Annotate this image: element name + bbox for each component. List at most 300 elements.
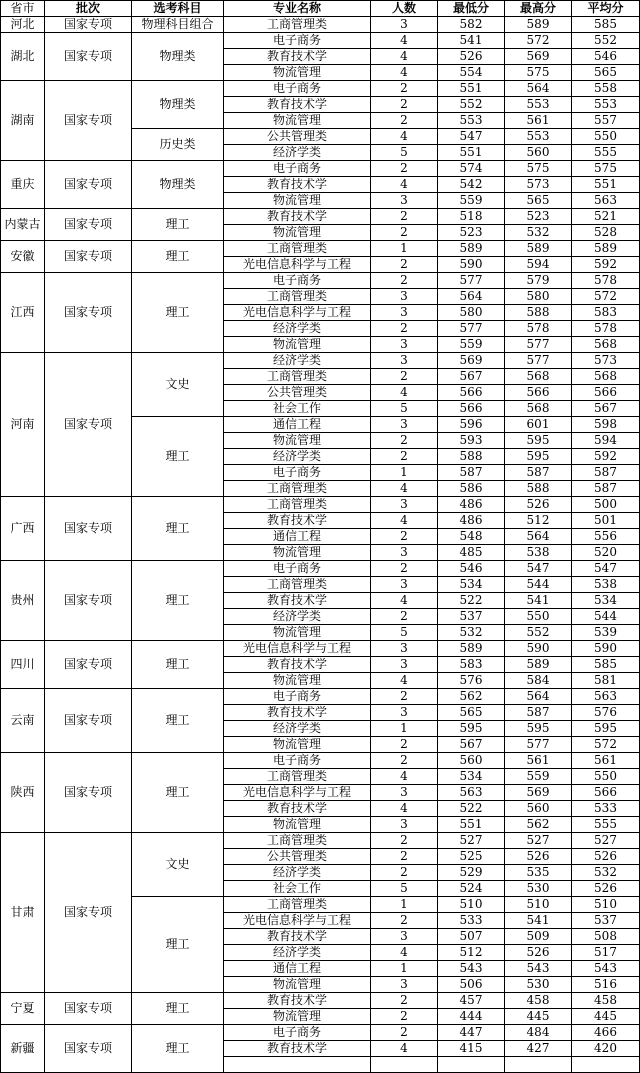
major-cell: 教育技术学 [224, 1041, 371, 1057]
min-score-cell: 559 [438, 337, 505, 353]
min-score-cell: 577 [438, 321, 505, 337]
count-cell: 2 [371, 993, 438, 1009]
avg-score-cell: 565 [572, 65, 640, 81]
avg-score-cell: 539 [572, 625, 640, 641]
avg-score-cell: 553 [572, 97, 640, 113]
max-score-cell: 538 [505, 545, 572, 561]
min-score-cell: 523 [438, 225, 505, 241]
avg-score-cell: 538 [572, 577, 640, 593]
count-cell: 3 [371, 337, 438, 353]
batch-cell: 国家专项 [45, 993, 132, 1025]
min-score-cell: 567 [438, 369, 505, 385]
min-score-cell: 588 [438, 449, 505, 465]
avg-score-cell: 516 [572, 977, 640, 993]
subject-group-cell: 理工 [132, 273, 224, 353]
avg-score-cell: 517 [572, 945, 640, 961]
count-cell: 4 [371, 129, 438, 145]
count-cell: 3 [371, 417, 438, 433]
count-cell: 3 [371, 577, 438, 593]
province-cell: 广西 [1, 497, 45, 561]
major-cell [224, 1057, 371, 1073]
min-score-cell: 524 [438, 881, 505, 897]
subject-group-cell: 理工 [132, 641, 224, 689]
major-cell: 物流管理 [224, 193, 371, 209]
max-score-cell: 535 [505, 865, 572, 881]
min-score-cell: 567 [438, 737, 505, 753]
major-cell: 光电信息科学与工程 [224, 641, 371, 657]
major-cell: 工商管理类 [224, 497, 371, 513]
max-score-cell: 590 [505, 641, 572, 657]
count-cell: 2 [371, 849, 438, 865]
major-cell: 电子商务 [224, 465, 371, 481]
avg-score-cell: 547 [572, 561, 640, 577]
major-cell: 物流管理 [224, 65, 371, 81]
major-cell: 通信工程 [224, 417, 371, 433]
count-cell: 5 [371, 401, 438, 417]
major-cell: 光电信息科学与工程 [224, 305, 371, 321]
major-cell: 工商管理类 [224, 897, 371, 913]
max-score-cell: 588 [505, 481, 572, 497]
min-score-cell: 525 [438, 849, 505, 865]
batch-cell: 国家专项 [45, 833, 132, 993]
max-score-cell: 580 [505, 289, 572, 305]
subject-group-cell: 理工 [132, 753, 224, 833]
subject-group-cell: 物理类 [132, 81, 224, 129]
header-row [1, 1, 640, 17]
max-score-cell: 561 [505, 113, 572, 129]
major-cell: 经济学类 [224, 865, 371, 881]
count-cell: 4 [371, 177, 438, 193]
avg-score-cell: 567 [572, 401, 640, 417]
batch-cell: 国家专项 [45, 353, 132, 497]
avg-score-cell: 532 [572, 865, 640, 881]
province-cell: 甘肃 [1, 833, 45, 993]
max-score-cell: 589 [505, 17, 572, 33]
count-cell: 2 [371, 257, 438, 273]
count-cell: 2 [371, 273, 438, 289]
min-score-cell: 551 [438, 817, 505, 833]
max-score-cell: 526 [505, 945, 572, 961]
count-cell: 3 [371, 929, 438, 945]
count-cell: 5 [371, 625, 438, 641]
province-cell: 贵州 [1, 561, 45, 641]
avg-score-cell: 595 [572, 721, 640, 737]
count-cell: 2 [371, 753, 438, 769]
max-score-cell: 541 [505, 913, 572, 929]
province-cell: 河南 [1, 353, 45, 497]
batch-cell: 国家专项 [45, 273, 132, 353]
max-score-cell: 526 [505, 497, 572, 513]
avg-score-cell: 589 [572, 241, 640, 257]
avg-score-cell: 590 [572, 641, 640, 657]
count-cell: 4 [371, 33, 438, 49]
count-cell: 4 [371, 385, 438, 401]
min-score-cell: 444 [438, 1009, 505, 1025]
count-cell: 3 [371, 977, 438, 993]
max-score-cell: 569 [505, 785, 572, 801]
max-score-cell: 484 [505, 1025, 572, 1041]
avg-score-cell: 587 [572, 481, 640, 497]
max-score-cell: 564 [505, 689, 572, 705]
avg-score-cell: 556 [572, 529, 640, 545]
province-cell: 重庆 [1, 161, 45, 209]
count-cell: 2 [371, 97, 438, 113]
batch-cell: 国家专项 [45, 17, 132, 33]
table-row [1, 17, 640, 33]
max-score-cell: 589 [505, 657, 572, 673]
max-score-cell: 577 [505, 737, 572, 753]
major-cell: 教育技术学 [224, 705, 371, 721]
avg-score-cell: 555 [572, 817, 640, 833]
major-cell: 教育技术学 [224, 97, 371, 113]
avg-score-cell: 585 [572, 657, 640, 673]
major-cell: 工商管理类 [224, 241, 371, 257]
province-cell: 湖北 [1, 33, 45, 81]
avg-score-cell: 575 [572, 161, 640, 177]
major-cell: 物流管理 [224, 625, 371, 641]
max-score-cell: 541 [505, 593, 572, 609]
min-score-cell: 577 [438, 273, 505, 289]
count-cell: 3 [371, 817, 438, 833]
avg-score-cell: 527 [572, 833, 640, 849]
min-score-cell: 485 [438, 545, 505, 561]
major-cell: 电子商务 [224, 1025, 371, 1041]
count-cell: 3 [371, 497, 438, 513]
max-score-cell: 553 [505, 97, 572, 113]
count-cell: 1 [371, 897, 438, 913]
max-score-cell: 575 [505, 161, 572, 177]
table-row [1, 561, 640, 577]
count-cell: 4 [371, 1041, 438, 1057]
avg-score-cell: 500 [572, 497, 640, 513]
max-score-cell: 584 [505, 673, 572, 689]
count-cell: 1 [371, 961, 438, 977]
count-cell: 3 [371, 17, 438, 33]
avg-score-cell: 587 [572, 465, 640, 481]
max-score-cell: 573 [505, 177, 572, 193]
major-cell: 工商管理类 [224, 577, 371, 593]
major-cell: 物流管理 [224, 673, 371, 689]
max-score-cell: 510 [505, 897, 572, 913]
min-score-cell: 593 [438, 433, 505, 449]
min-score-cell: 526 [438, 49, 505, 65]
province-cell: 陕西 [1, 753, 45, 833]
avg-score-cell: 583 [572, 305, 640, 321]
avg-score-cell [572, 1057, 640, 1073]
province-cell: 新疆 [1, 1025, 45, 1073]
subject-group-cell: 理工 [132, 689, 224, 753]
max-score-cell: 588 [505, 305, 572, 321]
min-score-cell: 533 [438, 913, 505, 929]
major-cell: 电子商务 [224, 33, 371, 49]
subject-group-cell: 理工 [132, 561, 224, 641]
batch-cell: 国家专项 [45, 753, 132, 833]
count-cell [371, 1057, 438, 1073]
major-cell: 物流管理 [224, 817, 371, 833]
avg-score-cell: 572 [572, 737, 640, 753]
count-cell: 4 [371, 65, 438, 81]
count-cell: 5 [371, 881, 438, 897]
max-score-cell: 587 [505, 465, 572, 481]
batch-cell: 国家专项 [45, 241, 132, 273]
min-score-cell: 574 [438, 161, 505, 177]
avg-score-cell: 568 [572, 369, 640, 385]
min-score-cell: 589 [438, 241, 505, 257]
max-score-cell: 552 [505, 625, 572, 641]
min-score-cell: 518 [438, 209, 505, 225]
avg-score-cell: 581 [572, 673, 640, 689]
max-score-cell: 559 [505, 769, 572, 785]
major-cell: 教育技术学 [224, 593, 371, 609]
major-cell: 公共管理类 [224, 129, 371, 145]
max-score-cell: 445 [505, 1009, 572, 1025]
subject-group-cell: 理工 [132, 897, 224, 993]
major-cell: 经济学类 [224, 721, 371, 737]
avg-score-cell: 543 [572, 961, 640, 977]
min-score-cell: 522 [438, 801, 505, 817]
max-score-cell: 569 [505, 49, 572, 65]
major-cell: 物流管理 [224, 225, 371, 241]
max-score-cell: 566 [505, 385, 572, 401]
avg-score-cell: 546 [572, 49, 640, 65]
avg-score-cell: 568 [572, 337, 640, 353]
header-max-score: 最高分 [505, 1, 572, 17]
min-score-cell: 541 [438, 33, 505, 49]
subject-group-cell: 物理类 [132, 33, 224, 81]
count-cell: 2 [371, 209, 438, 225]
max-score-cell: 547 [505, 561, 572, 577]
major-cell: 经济学类 [224, 321, 371, 337]
avg-score-cell: 573 [572, 353, 640, 369]
min-score-cell: 554 [438, 65, 505, 81]
table-row [1, 1025, 640, 1041]
min-score-cell: 589 [438, 641, 505, 657]
count-cell: 2 [371, 81, 438, 97]
header-major: 专业名称 [224, 1, 371, 17]
min-score-cell: 559 [438, 193, 505, 209]
min-score-cell: 552 [438, 97, 505, 113]
count-cell: 1 [371, 721, 438, 737]
max-score-cell: 560 [505, 145, 572, 161]
major-cell: 光电信息科学与工程 [224, 913, 371, 929]
count-cell: 4 [371, 673, 438, 689]
avg-score-cell: 585 [572, 17, 640, 33]
min-score-cell: 546 [438, 561, 505, 577]
avg-score-cell: 555 [572, 145, 640, 161]
max-score-cell: 601 [505, 417, 572, 433]
max-score-cell: 577 [505, 353, 572, 369]
max-score-cell: 530 [505, 881, 572, 897]
major-cell: 工商管理类 [224, 369, 371, 385]
province-cell: 湖南 [1, 81, 45, 161]
count-cell: 2 [371, 689, 438, 705]
major-cell: 工商管理类 [224, 833, 371, 849]
avg-score-cell: 592 [572, 257, 640, 273]
avg-score-cell: 550 [572, 769, 640, 785]
major-cell: 通信工程 [224, 529, 371, 545]
max-score-cell: 543 [505, 961, 572, 977]
count-cell: 2 [371, 161, 438, 177]
major-cell: 工商管理类 [224, 289, 371, 305]
min-score-cell: 590 [438, 257, 505, 273]
count-cell: 3 [371, 545, 438, 561]
major-cell: 教育技术学 [224, 209, 371, 225]
avg-score-cell: 578 [572, 321, 640, 337]
avg-score-cell: 592 [572, 449, 640, 465]
table-row [1, 753, 640, 769]
min-score-cell: 564 [438, 289, 505, 305]
header-count: 人数 [371, 1, 438, 17]
major-cell: 教育技术学 [224, 801, 371, 817]
min-score-cell: 532 [438, 625, 505, 641]
max-score-cell: 544 [505, 577, 572, 593]
batch-cell: 国家专项 [45, 1025, 132, 1073]
max-score-cell: 577 [505, 337, 572, 353]
count-cell: 2 [371, 321, 438, 337]
header-min-score: 最低分 [438, 1, 505, 17]
major-cell: 教育技术学 [224, 49, 371, 65]
avg-score-cell: 537 [572, 913, 640, 929]
max-score-cell: 560 [505, 801, 572, 817]
batch-cell: 国家专项 [45, 33, 132, 81]
subject-group-cell: 理工 [132, 417, 224, 497]
count-cell: 5 [371, 145, 438, 161]
avg-score-cell: 510 [572, 897, 640, 913]
min-score-cell: 560 [438, 753, 505, 769]
count-cell: 3 [371, 705, 438, 721]
count-cell: 3 [371, 785, 438, 801]
max-score-cell: 550 [505, 609, 572, 625]
min-score-cell: 534 [438, 577, 505, 593]
province-cell: 四川 [1, 641, 45, 689]
province-cell: 江西 [1, 273, 45, 353]
table-row [1, 993, 640, 1009]
max-score-cell: 526 [505, 849, 572, 865]
major-cell: 物流管理 [224, 337, 371, 353]
max-score-cell: 458 [505, 993, 572, 1009]
count-cell: 4 [371, 801, 438, 817]
count-cell: 4 [371, 593, 438, 609]
major-cell: 工商管理类 [224, 769, 371, 785]
count-cell: 3 [371, 641, 438, 657]
min-score-cell: 562 [438, 689, 505, 705]
max-score-cell: 568 [505, 401, 572, 417]
province-cell: 宁夏 [1, 993, 45, 1025]
avg-score-cell: 521 [572, 209, 640, 225]
min-score-cell: 457 [438, 993, 505, 1009]
table-row [1, 833, 640, 849]
count-cell: 4 [371, 49, 438, 65]
min-score-cell: 522 [438, 593, 505, 609]
max-score-cell: 564 [505, 529, 572, 545]
count-cell: 2 [371, 561, 438, 577]
header-batch: 批次 [45, 1, 132, 17]
major-cell: 物流管理 [224, 1009, 371, 1025]
avg-score-cell: 458 [572, 993, 640, 1009]
avg-score-cell: 598 [572, 417, 640, 433]
table-row [1, 353, 640, 369]
count-cell: 2 [371, 833, 438, 849]
avg-score-cell: 563 [572, 193, 640, 209]
table-row [1, 161, 640, 177]
min-score-cell: 510 [438, 897, 505, 913]
major-cell: 电子商务 [224, 161, 371, 177]
max-score-cell: 568 [505, 369, 572, 385]
major-cell: 光电信息科学与工程 [224, 785, 371, 801]
max-score-cell: 579 [505, 273, 572, 289]
major-cell: 社会工作 [224, 401, 371, 417]
count-cell: 1 [371, 465, 438, 481]
min-score-cell: 547 [438, 129, 505, 145]
province-cell: 云南 [1, 689, 45, 753]
province-cell: 安徽 [1, 241, 45, 273]
min-score-cell: 553 [438, 113, 505, 129]
min-score-cell: 595 [438, 721, 505, 737]
min-score-cell: 534 [438, 769, 505, 785]
major-cell: 教育技术学 [224, 513, 371, 529]
table-row [1, 497, 640, 513]
major-cell: 教育技术学 [224, 993, 371, 1009]
min-score-cell: 551 [438, 145, 505, 161]
subject-group-cell: 物理类 [132, 161, 224, 209]
subject-group-cell: 理工 [132, 497, 224, 561]
max-score-cell: 589 [505, 241, 572, 257]
min-score-cell: 527 [438, 833, 505, 849]
avg-score-cell: 544 [572, 609, 640, 625]
batch-cell: 国家专项 [45, 689, 132, 753]
max-score-cell: 527 [505, 833, 572, 849]
subject-group-cell: 文史 [132, 353, 224, 417]
batch-cell: 国家专项 [45, 161, 132, 209]
count-cell: 2 [371, 737, 438, 753]
count-cell: 4 [371, 769, 438, 785]
avg-score-cell: 561 [572, 753, 640, 769]
count-cell: 2 [371, 529, 438, 545]
batch-cell: 国家专项 [45, 81, 132, 161]
province-cell: 内蒙古 [1, 209, 45, 241]
min-score-cell: 529 [438, 865, 505, 881]
count-cell: 2 [371, 913, 438, 929]
max-score-cell: 427 [505, 1041, 572, 1057]
min-score-cell: 415 [438, 1041, 505, 1057]
avg-score-cell: 550 [572, 129, 640, 145]
subject-group-cell: 理工 [132, 1025, 224, 1073]
major-cell: 物流管理 [224, 977, 371, 993]
avg-score-cell: 566 [572, 785, 640, 801]
table-row [1, 641, 640, 657]
max-score-cell: 512 [505, 513, 572, 529]
table-row [1, 209, 640, 225]
avg-score-cell: 466 [572, 1025, 640, 1041]
major-cell: 教育技术学 [224, 177, 371, 193]
major-cell: 公共管理类 [224, 385, 371, 401]
avg-score-cell: 508 [572, 929, 640, 945]
min-score-cell: 582 [438, 17, 505, 33]
batch-cell: 国家专项 [45, 641, 132, 689]
max-score-cell: 562 [505, 817, 572, 833]
count-cell: 3 [371, 193, 438, 209]
avg-score-cell: 526 [572, 881, 640, 897]
avg-score-cell: 576 [572, 705, 640, 721]
avg-score-cell: 526 [572, 849, 640, 865]
avg-score-cell: 528 [572, 225, 640, 241]
subject-group-cell: 文史 [132, 833, 224, 897]
min-score-cell [438, 1057, 505, 1073]
min-score-cell: 542 [438, 177, 505, 193]
major-cell: 电子商务 [224, 753, 371, 769]
major-cell: 经济学类 [224, 353, 371, 369]
min-score-cell: 506 [438, 977, 505, 993]
